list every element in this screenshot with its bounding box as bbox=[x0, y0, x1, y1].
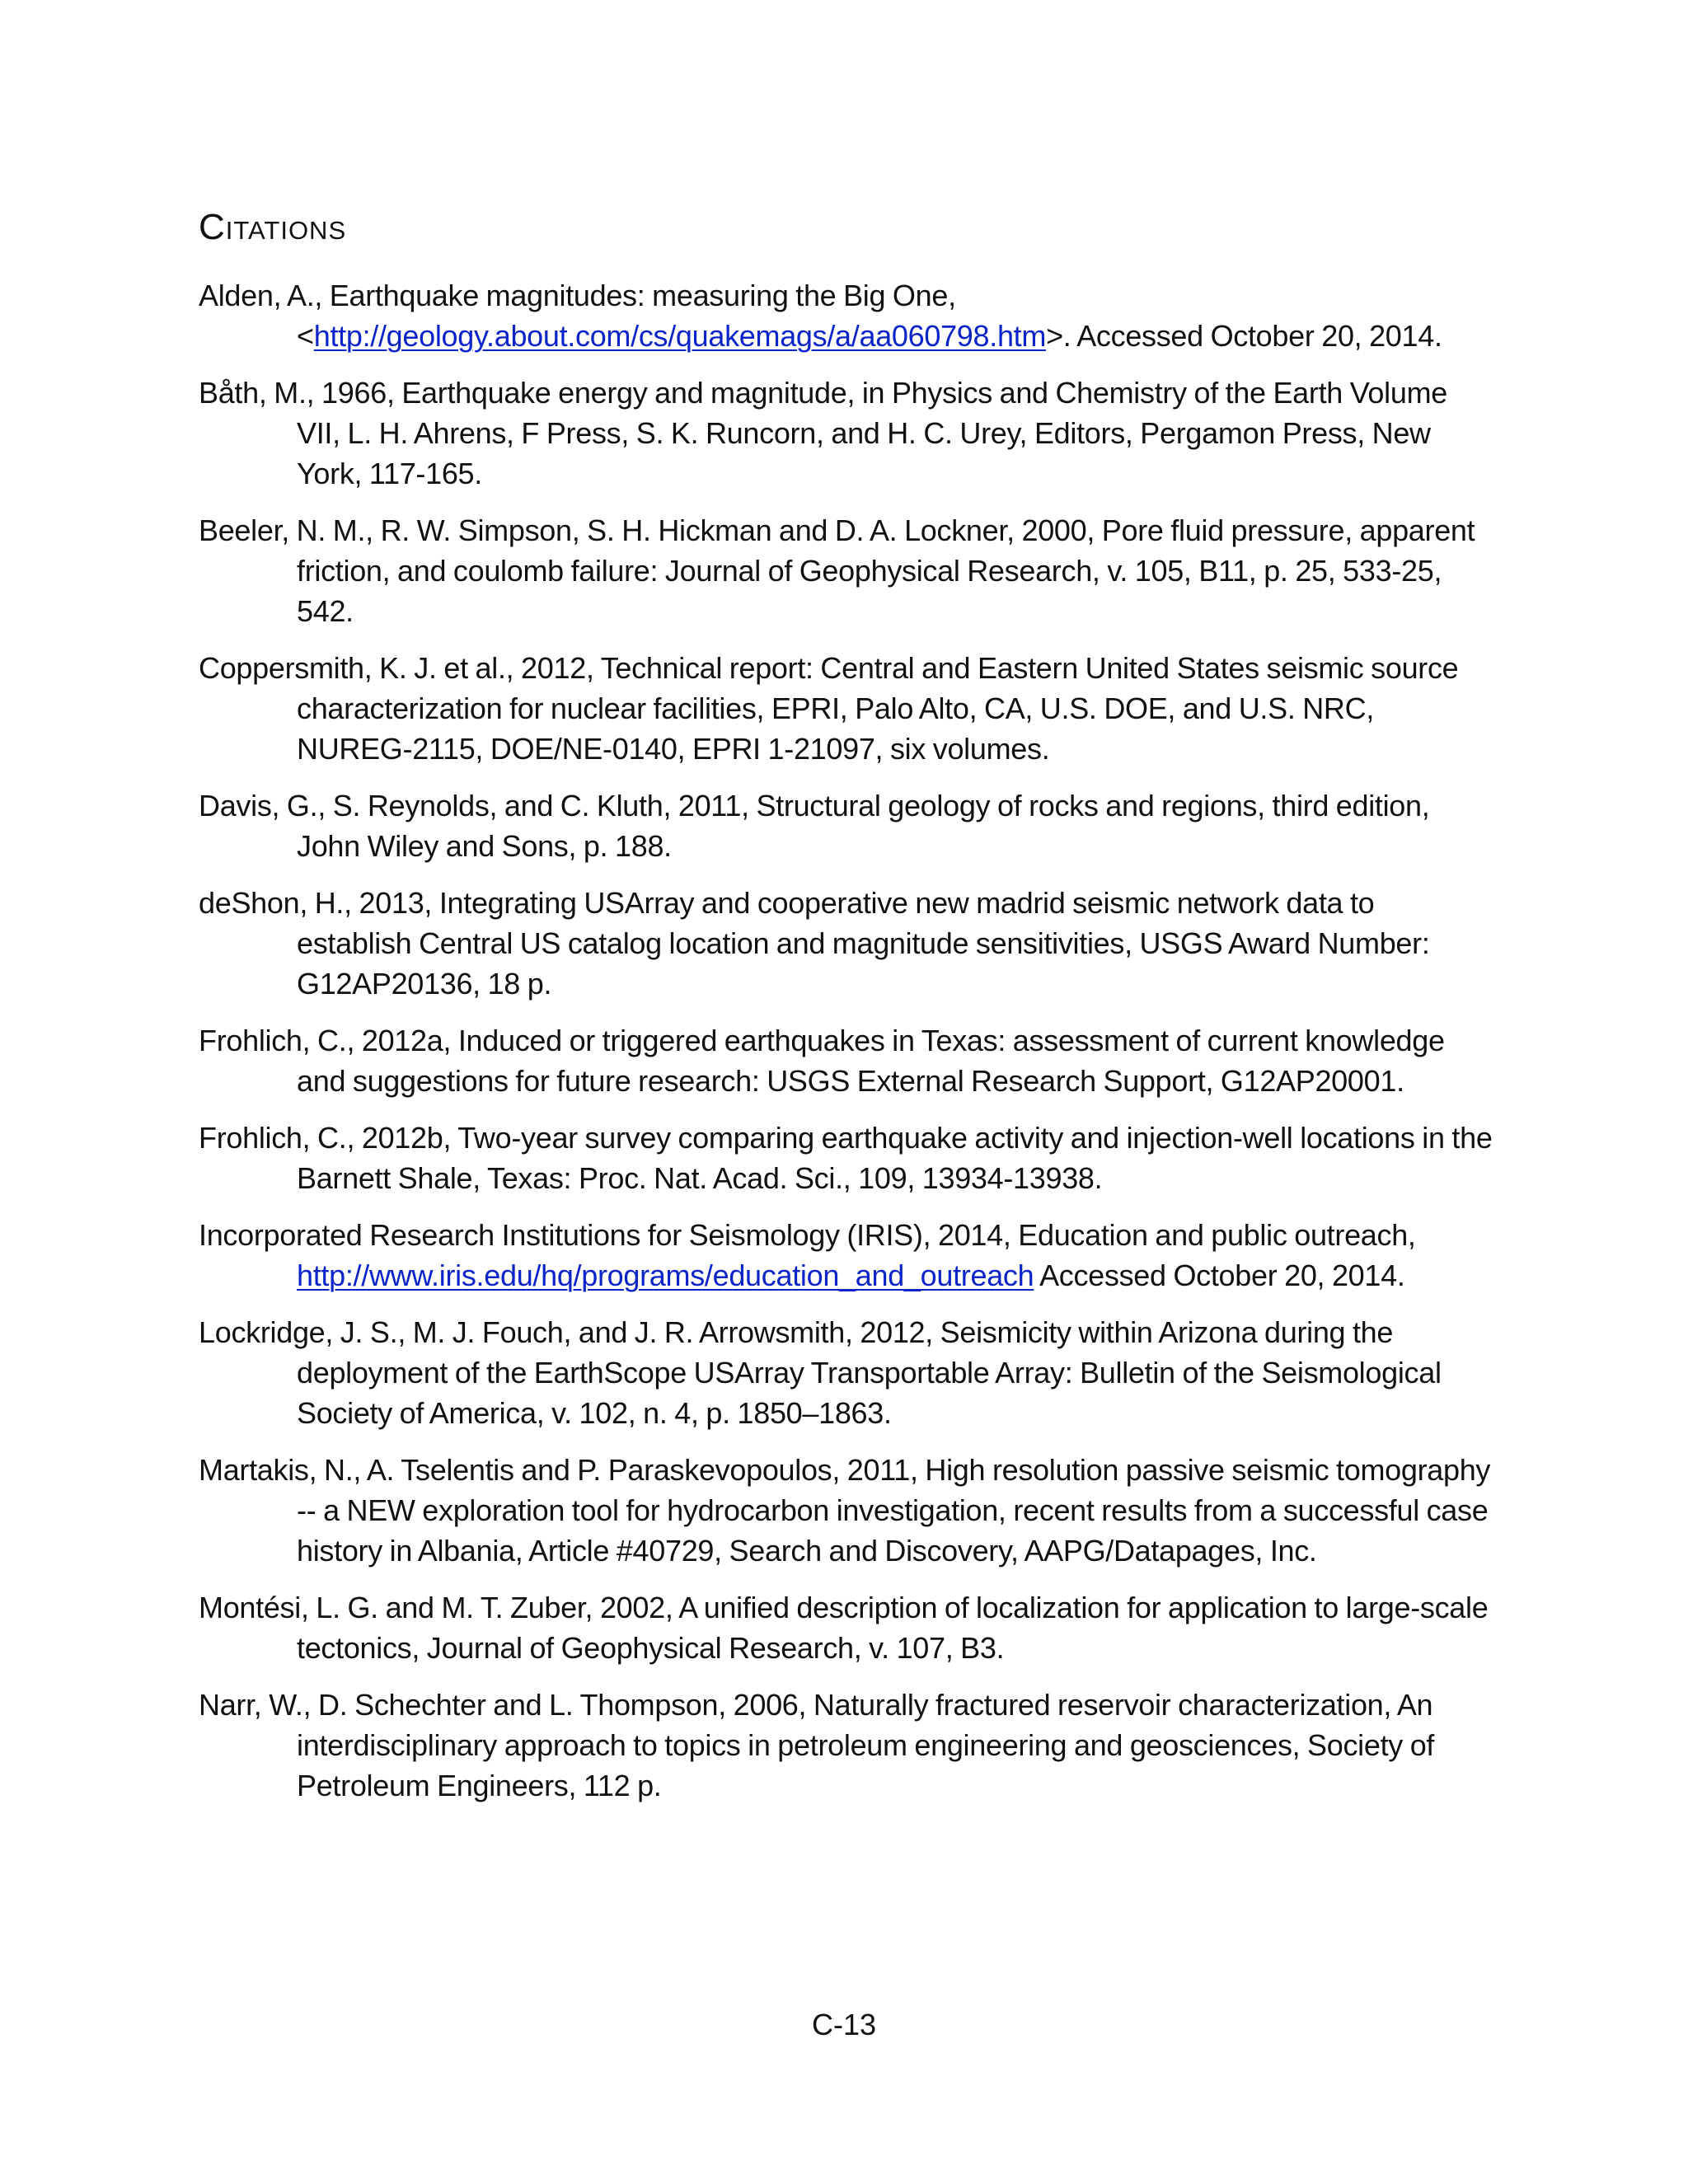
citation-text: Båth, M., 1966, Earthquake energy and magnitude, in Physics and Chemistry of the Earth Volume VII, L. H. Ahrens, F Press, S. K. Runcorn, and H. C. Urey, Editors, Pergamon Press, New York, 117-165. bbox=[199, 376, 1447, 490]
citation-item bbox=[199, 373, 1493, 494]
citation-item bbox=[199, 1215, 1493, 1296]
citation-text-after: Accessed October 20, 2014. bbox=[1034, 1258, 1405, 1292]
citation-text: deShon, H., 2013, Integrating USArray and cooperative new madrid seismic network data to establish Central US catalog location and magnitude sensitivities, USGS Award Number: G12AP20136, 18 p. bbox=[199, 886, 1430, 1001]
citation-text: Lockridge, J. S., M. J. Fouch, and J. R. Arrowsmith, 2012, Seismicity within Arizona during the deployment of the EarthScope USArray Transportable Array: Bulletin of the Seismological Society of America, v. 102, n. 4, p. 1850–1863. bbox=[199, 1315, 1442, 1430]
page-heading: Citations bbox=[199, 207, 347, 247]
citation-text: Martakis, N., A. Tselentis and P. Paraskevopoulos, 2011, High resolution passive seismic tomography -- a NEW exploration tool for hydrocarbon investigation, recent results from a successful case history in Albania, Article #40729, Search and Discovery, AAPG/Datapages, Inc. bbox=[199, 1453, 1491, 1568]
citation-link[interactable]: http://www.iris.edu/hq/programs/education_and_outreach bbox=[297, 1258, 1034, 1292]
citation-link[interactable]: http://geology.about.com/cs/quakemags/a/aa060798.htm bbox=[313, 319, 1047, 353]
citation-text-after: >. Accessed October 20, 2014. bbox=[1046, 319, 1442, 353]
citation-text: Incorporated Research Institutions for Seismology (IRIS), 2014, Education and public outreach, bbox=[199, 1218, 1416, 1252]
citation-item bbox=[199, 510, 1493, 631]
citation-text: Frohlich, C., 2012b, Two-year survey comparing earthquake activity and injection-well locations in the Barnett Shale, Texas: Proc. Nat. Acad. Sci., 109, 13934-13938. bbox=[199, 1121, 1493, 1195]
citation-item bbox=[199, 1450, 1493, 1571]
citation-item bbox=[199, 1587, 1493, 1668]
citation-item bbox=[199, 275, 1493, 356]
citation-text: Beeler, N. M., R. W. Simpson, S. H. Hickman and D. A. Lockner, 2000, Pore fluid pressure, apparent friction, and coulomb failure: Journal of Geophysical Research, v. 105, B11, p. 25, 533-25, 542. bbox=[199, 513, 1475, 628]
citation-item bbox=[199, 1020, 1493, 1101]
citation-text: Davis, G., S. Reynolds, and C. Kluth, 2011, Structural geology of rocks and regions, third edition, John Wiley and Sons, p. 188. bbox=[199, 789, 1430, 863]
citation-item bbox=[199, 883, 1493, 1004]
citation-text: Coppersmith, K. J. et al., 2012, Technical report: Central and Eastern United States seismic source characterization for nuclear facilities, EPRI, Palo Alto, CA, U.S. DOE, and U.S. NRC, NUREG-2115, DOE/NE-0140, EPRI 1-21097, six volumes. bbox=[199, 651, 1459, 766]
citation-item bbox=[199, 1685, 1493, 1806]
page-number: C-13 bbox=[811, 2008, 877, 2041]
citation-text: Frohlich, C., 2012a, Induced or triggered earthquakes in Texas: assessment of current knowledge and suggestions for future research: USGS External Research Support, G12AP20001. bbox=[199, 1024, 1445, 1098]
citation-item bbox=[199, 785, 1493, 866]
citation-text: Montési, L. G. and M. T. Zuber, 2002, A unified description of localization for application to large-scale tectonics, Journal of Geophysical Research, v. 107, B3. bbox=[199, 1591, 1489, 1665]
citation-text: Alden, A., Earthquake magnitudes: measuring the Big One, < bbox=[199, 279, 956, 353]
citation-list bbox=[199, 275, 1493, 1822]
citation-text: Narr, W., D. Schechter and L. Thompson, 2006, Naturally fractured reservoir characterization, An interdisciplinary approach to topics in petroleum engineering and geosciences, Society of Petroleum Engineers, 112 p. bbox=[199, 1688, 1435, 1802]
citation-item bbox=[199, 1312, 1493, 1433]
citation-item bbox=[199, 1118, 1493, 1198]
citation-item bbox=[199, 648, 1493, 769]
